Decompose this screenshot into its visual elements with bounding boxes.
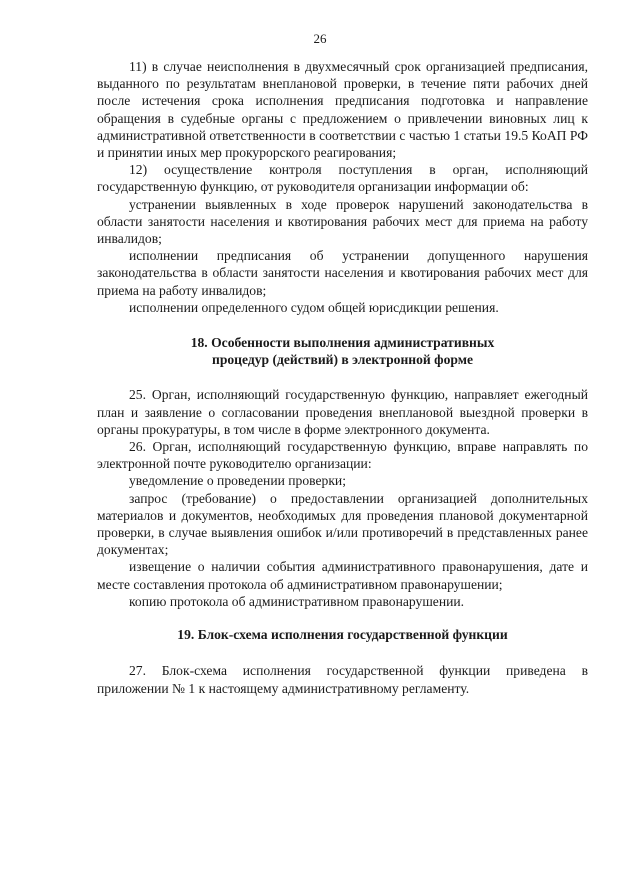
page-body — [97, 58, 588, 697]
paragraph-protocol-copy: копию протокола об административном правонарушении. — [129, 593, 465, 609]
section-18-title-line1: 18. Особенности выполнения административных — [190, 335, 495, 351]
paragraph-27: 27. Блок-схема исполнения государственной функции приведена в приложении № 1 к настоящему административному регламенту. — [97, 663, 588, 696]
paragraph-item-12: 12) осуществление контроля поступления в орган, исполняющий государственную функцию, от руководителя организации информации об: — [97, 162, 588, 195]
paragraph-notification: уведомление о проведении проверки; — [129, 473, 346, 489]
paragraph-25: 25. Орган, исполняющий государственную функцию, направляет ежегодный план и заявление о согласовании проведения внеплановой выездной проверки в органы прокуратуры, в том числе в форме электронного документа. — [97, 387, 588, 437]
paragraph-26: 26. Орган, исполняющий государственную функцию, вправе направлять по электронной почте руководителю организации: — [97, 439, 588, 472]
section-19-heading: 19. Блок-схема исполнения государственной функции — [177, 627, 508, 643]
paragraph-control-prescription: исполнении предписания об устранении допущенного нарушения законодательства в области занятости населения и квотирования рабочих мест для приема на работу инвалидов; — [97, 248, 588, 298]
section-18-title-line2: процедур (действий) в электронной форме — [211, 352, 474, 368]
paragraph-control-court-decision: исполнении определенного судом общей юрисдикции решения. — [129, 299, 499, 315]
paragraph-violation-notice: извещение о наличии события административного правонарушения, дате и месте составления протокола об административном правонарушении; — [97, 559, 588, 592]
paragraph-item-11: 11) в случае неисполнения в двухмесячный срок организацией предписания, выданного по результатам внеплановой проверки, в течение пяти рабочих дней после истечения срока исполнения предписания подготовка и направление обращения в судебные органы с предложением о привлечении виновных лиц к административной ответственности в соответствии с частью 1 статьи 19.5 КоАП РФ и принятии иных мер прокурорского реагирования; — [97, 59, 588, 161]
section-18-heading — [97, 334, 588, 368]
page-number: 26 — [313, 31, 327, 46]
paragraph-control-violations: устранении выявленных в ходе проверок нарушений законодательства в области занятости населения и квотирования рабочих мест для приема на работу инвалидов; — [97, 196, 588, 247]
paragraph-request: запрос (требование) о предоставлении организацией дополнительных материалов и документов, необходимых для проведения плановой документарной проверки, в случае выявления ошибок и/или противоречий в представленных ранее документах; — [97, 490, 588, 558]
